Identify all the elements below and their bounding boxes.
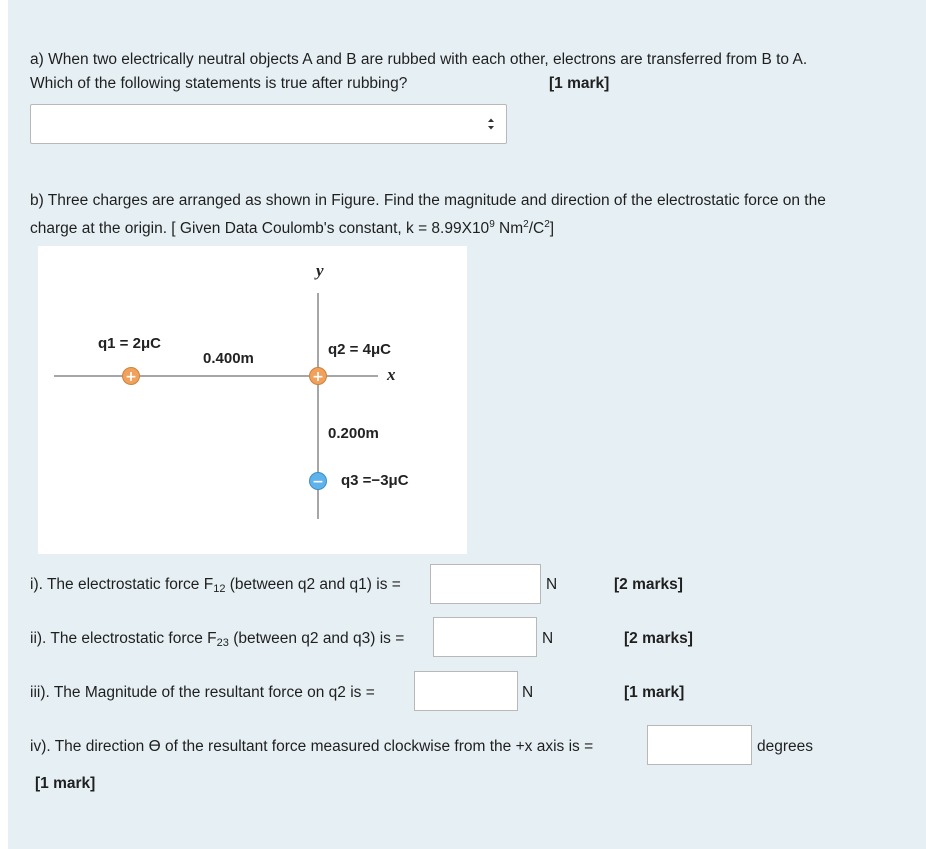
- question-ii-text: ii). The electrostatic force $F_{23}$ (between q2 and q3) is =: [30, 630, 405, 649]
- part-b-question-line1: b) Three charges are arranged as shown in Figure. Find the magnitude and direction of the electrostatic force on the: [30, 192, 826, 209]
- unit-degrees: degrees: [757, 738, 814, 755]
- question-iii-text: iii). The Magnitude of the resultant force on q2 is =: [30, 684, 375, 701]
- part-a-question-line2: Which of the following statements is true after rubbing?: [30, 75, 408, 92]
- part-a-question-line1: a) When two electrically neutral objects A and B are rubbed with each other, electrons are transferred from B to A.: [30, 51, 808, 68]
- marks-question-ii: [2 marks]: [624, 630, 693, 647]
- charge-figure: [38, 246, 467, 554]
- svg-text:+: +: [312, 369, 324, 385]
- unit-n-f23: N: [542, 630, 554, 647]
- part-a-answer-dropdown[interactable]: [30, 104, 507, 144]
- marks-question-i: [2 marks]: [614, 576, 683, 593]
- x-axis-label: x: [387, 365, 396, 384]
- charge-q3: [310, 473, 327, 491]
- distance-q2-q3-label: 0.200m: [328, 425, 379, 442]
- q1-label: q1 = 2μC: [98, 335, 161, 352]
- svg-text:+: +: [125, 369, 137, 385]
- distance-q1-q2-label: 0.400m: [203, 350, 254, 367]
- answer-input-resultant[interactable]: [414, 671, 518, 711]
- unit-n-resultant: N: [522, 684, 534, 701]
- marks-question-iii: [1 mark]: [624, 684, 685, 701]
- charge-diagram: [38, 246, 467, 554]
- marks-question-iv: [1 mark]: [35, 775, 96, 792]
- y-axis-label: y: [316, 261, 324, 280]
- dropdown-arrows-icon: [486, 114, 496, 139]
- part-b-question-line2: charge at the origin. [ Given Data Coulomb's constant, $k = 8.99X10^9$ $Nm^2/C^2$]: [30, 219, 555, 237]
- question-iv-text: iv). The direction ϴ of the resultant force measured clockwise from the +x axis is =: [30, 738, 594, 755]
- part-a-marks: [1 mark]: [549, 75, 610, 92]
- charge-q2: [310, 368, 327, 386]
- question-i-text: i). The electrostatic force $F_{12}$ (between q2 and q1) is =: [30, 576, 401, 595]
- answer-input-f12[interactable]: [430, 564, 541, 604]
- answer-input-f23[interactable]: [433, 617, 537, 657]
- answer-input-direction[interactable]: [647, 725, 752, 765]
- svg-text:−: −: [312, 474, 324, 490]
- q2-label: q2 = 4μC: [328, 341, 391, 358]
- unit-n-f12: N: [546, 576, 558, 593]
- charge-q1: [123, 368, 140, 386]
- q3-label: q3 =−3μC: [341, 472, 409, 489]
